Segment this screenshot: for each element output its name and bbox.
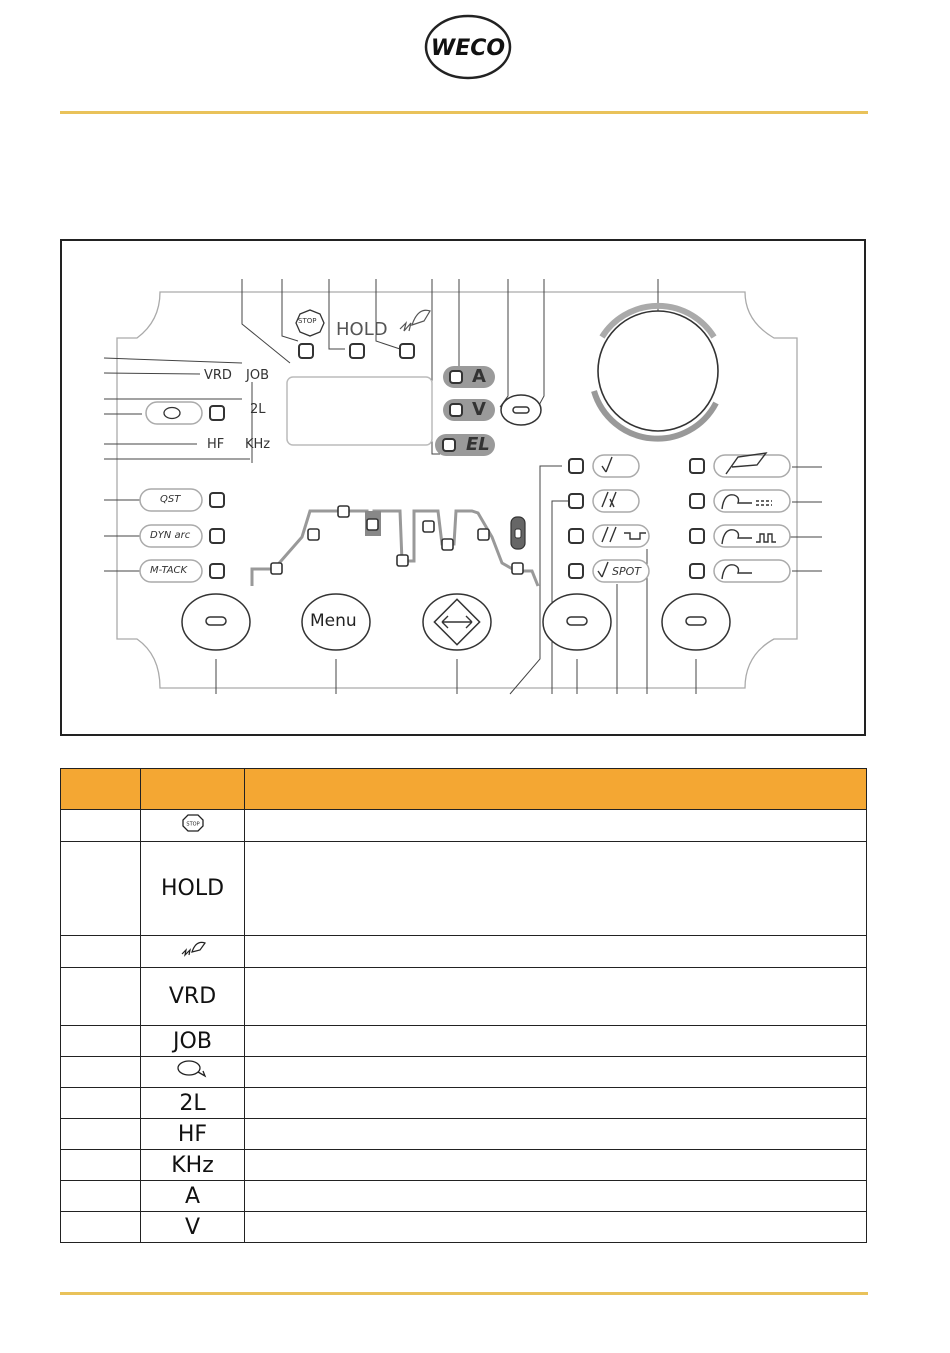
meter-a-label: A	[472, 366, 486, 387]
hold-label: HOLD	[336, 319, 388, 340]
panel-drawing	[62, 241, 864, 734]
symbol-cell: HOLD	[141, 842, 245, 936]
table-header-row	[61, 769, 867, 810]
header-cell-description	[245, 769, 867, 810]
spot-label: SPOT	[612, 565, 641, 578]
two-l-label: 2L	[250, 402, 266, 417]
control-panel-figure	[60, 239, 866, 736]
footer-rule	[60, 1292, 868, 1295]
table-row	[61, 1057, 867, 1088]
table-row	[61, 1119, 867, 1150]
remote-icon	[141, 1057, 245, 1088]
header-cell-symbol	[141, 769, 245, 810]
table-row	[61, 968, 867, 1026]
table-row	[61, 1150, 867, 1181]
dyn-arc-label: DYN arc	[150, 530, 191, 541]
symbol-cell: HF	[141, 1119, 245, 1150]
vrd-label: VRD	[204, 368, 232, 383]
header-cell-number	[61, 769, 141, 810]
hf-label: HF	[207, 437, 225, 452]
table-row	[61, 1088, 867, 1119]
table-row	[61, 936, 867, 968]
torch-spark-icon	[141, 936, 245, 968]
stop-icon-text: STOP	[185, 821, 200, 827]
qst-label: QST	[160, 494, 181, 505]
meter-v-label: V	[472, 399, 486, 420]
svg-text:WECO: WECO	[430, 36, 506, 61]
header-rule	[60, 111, 868, 114]
table-row	[61, 1026, 867, 1057]
symbol-table	[60, 768, 867, 1243]
symbol-cell: 2L	[141, 1088, 245, 1119]
weco-logo	[424, 14, 512, 80]
job-label: JOB	[246, 368, 269, 383]
symbol-cell: V	[141, 1212, 245, 1243]
stop-icon	[141, 810, 245, 842]
symbol-cell: A	[141, 1181, 245, 1212]
meter-el-label: EL	[466, 434, 490, 455]
symbol-cell: VRD	[141, 968, 245, 1026]
table-row	[61, 810, 867, 842]
stop-label: STOP	[298, 317, 317, 325]
menu-button[interactable]: Menu	[310, 611, 357, 631]
table-row	[61, 842, 867, 936]
symbol-cell: KHz	[141, 1150, 245, 1181]
khz-label: KHz	[245, 437, 271, 452]
table-row	[61, 1212, 867, 1243]
m-tack-label: M-TACK	[150, 565, 188, 576]
table-row	[61, 1181, 867, 1212]
symbol-cell: JOB	[141, 1026, 245, 1057]
